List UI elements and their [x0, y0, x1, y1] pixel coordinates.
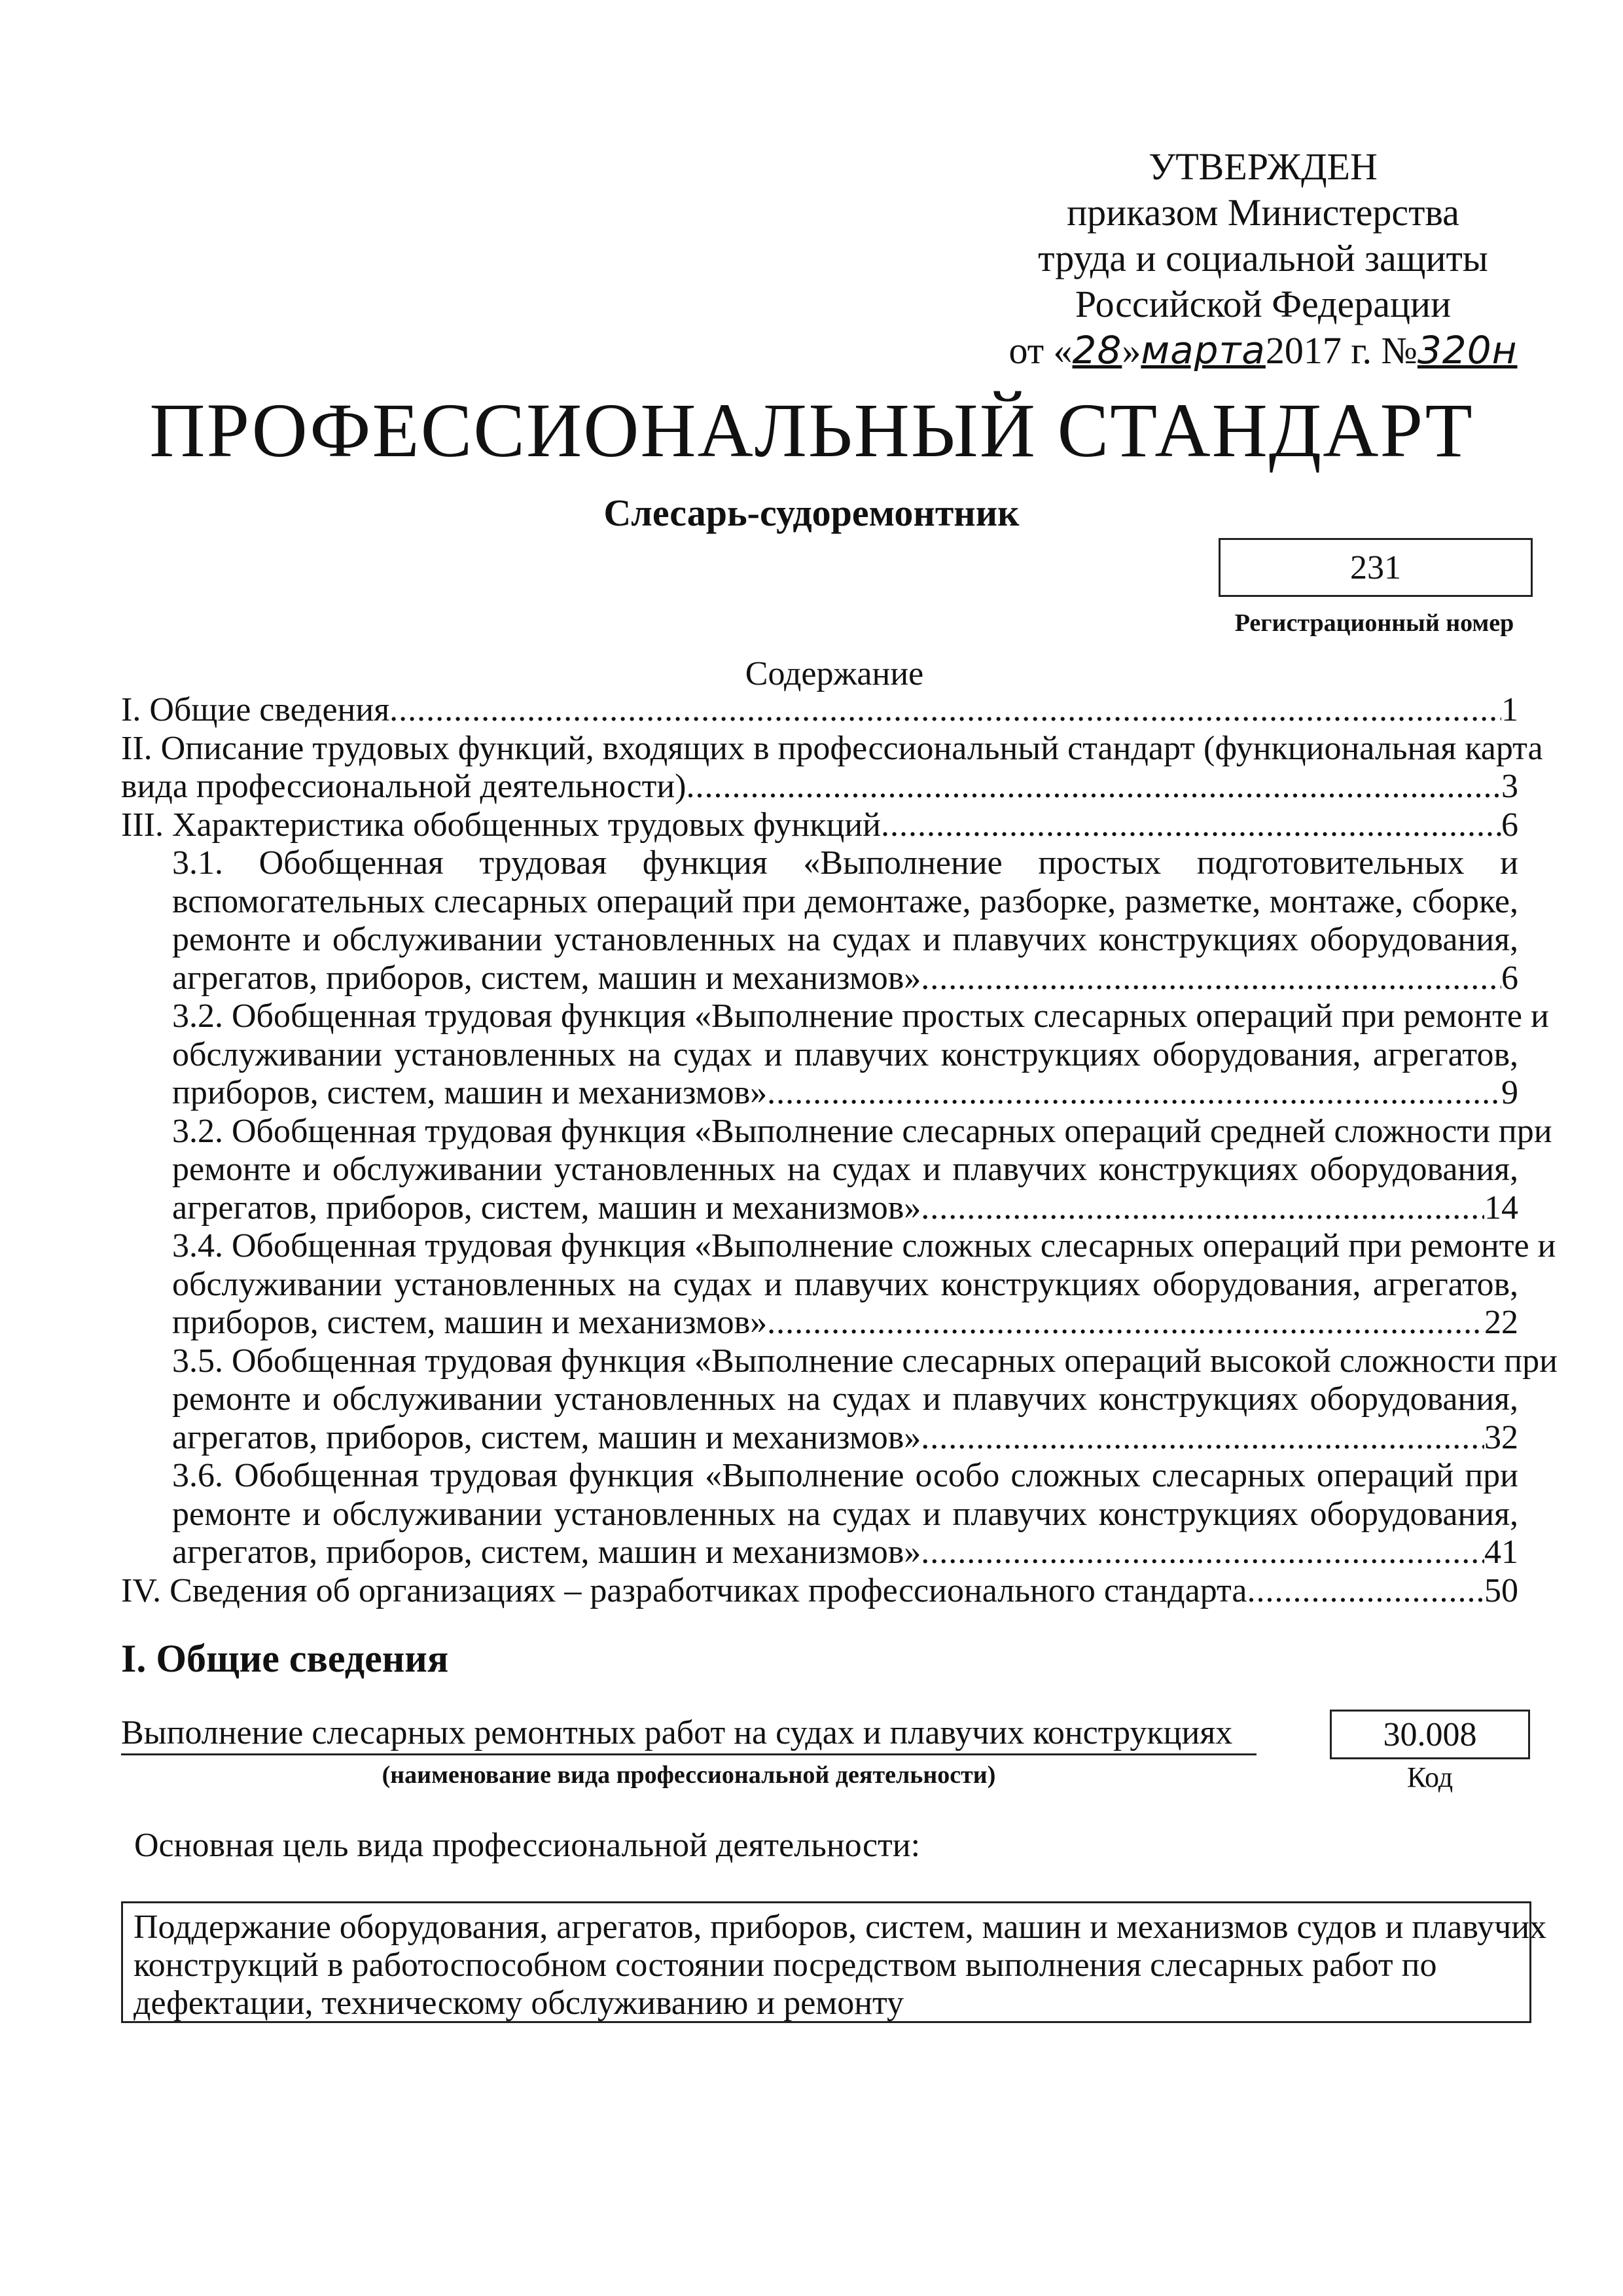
- toc-page: 50: [1484, 1571, 1518, 1609]
- toc-line: ремонте и обслуживании установленных на судах и плавучих конструкциях оборудования,: [172, 1151, 1518, 1188]
- toc-line: 3.4. Обобщенная трудовая функция «Выполнение сложных слесарных операций при ремонте и: [172, 1227, 1556, 1265]
- toc-line: ремонте и обслуживании установленных на судах и плавучих конструкциях оборудования,: [172, 921, 1518, 958]
- toc-entry-function-3-1[interactable]: [172, 844, 1518, 997]
- toc-leader: [881, 806, 1501, 845]
- toc-entry-text: агрегатов, приборов, систем, машин и механизмов»: [172, 1418, 921, 1456]
- date-year: 2017 г. №: [1265, 329, 1418, 372]
- toc-last-line: [172, 1419, 1518, 1458]
- approval-federation-line: Российской Федерации: [1075, 283, 1452, 325]
- toc-entry-section-4[interactable]: [121, 1572, 1518, 1611]
- toc-entry-text: I. Общие сведения: [121, 691, 390, 728]
- toc-last-line: [172, 1074, 1518, 1113]
- toc-line: вспомогательных слесарных операций при демонтаже, разборке, разметке, монтаже, сборке,: [172, 882, 1518, 920]
- activity-code: 30.008: [1383, 1715, 1477, 1753]
- toc-entry-section-3[interactable]: [121, 806, 1518, 845]
- toc-entry-text: III. Характеристика обобщенных трудовых функций: [121, 806, 882, 844]
- toc-line: 3.2. Обобщенная трудовая функция «Выполнение простых слесарных операций при ремонте и: [172, 997, 1549, 1035]
- toc-page: 41: [1484, 1534, 1518, 1571]
- toc-entry-text: агрегатов, приборов, систем, машин и механизмов»: [172, 959, 921, 997]
- toc-leader: [767, 1074, 1501, 1113]
- table-of-contents: [121, 691, 1558, 1610]
- toc-page: 1: [1501, 691, 1518, 728]
- toc-entry-text: агрегатов, приборов, систем, машин и механизмов»: [172, 1534, 921, 1571]
- approval-order-line: приказом Министерства: [1067, 191, 1459, 234]
- toc-line: ремонте и обслуживании установленных на судах и плавучих конструкциях оборудования,: [172, 1380, 1518, 1418]
- toc-page: 6: [1501, 806, 1518, 844]
- toc-entry-section-2[interactable]: [121, 768, 1518, 806]
- toc-page: 32: [1484, 1418, 1518, 1456]
- toc-entry-function-3-5[interactable]: [172, 1342, 1558, 1458]
- toc-entry-function-3-6[interactable]: [172, 1457, 1518, 1572]
- registration-number: 231: [1350, 548, 1401, 586]
- toc-entry-function-3-2[interactable]: [172, 997, 1549, 1113]
- toc-entry-text: приборов, систем, машин и механизмов»: [172, 1304, 768, 1341]
- goal-box: [121, 1901, 1547, 2023]
- date-day: 28: [1072, 328, 1122, 372]
- goal-line: конструкций в работоспособном состоянии посредством выполнения слесарных работ по: [134, 1946, 1437, 1984]
- approval-title: УТВЕРЖДЕН: [1149, 145, 1378, 188]
- toc-entry-function-3-3[interactable]: [172, 1112, 1552, 1228]
- toc-entry-function-3-4[interactable]: [172, 1227, 1556, 1342]
- toc-leader: [921, 1534, 1484, 1572]
- goal-line: Поддержание оборудования, агрегатов, приборов, систем, машин и механизмов судов и плавучих: [134, 1909, 1547, 1946]
- toc-last-line: [172, 960, 1518, 998]
- toc-leader: [767, 1304, 1484, 1342]
- approval-ministry-line: труда и социальной защиты: [1038, 237, 1488, 279]
- approval-date-line: [969, 327, 1558, 374]
- goal-label: Основная цель вида профессиональной деятельности:: [134, 1827, 921, 1864]
- activity-code-label: Код: [1406, 1761, 1454, 1793]
- toc-line: обслуживании установленных на судах и плавучих конструкциях оборудования, агрегатов,: [172, 1035, 1518, 1073]
- toc-entry-text: агрегатов, приборов, систем, машин и механизмов»: [172, 1189, 921, 1227]
- toc-line: 3.5. Обобщенная трудовая функция «Выполнение слесарных операций высокой сложности при: [172, 1342, 1558, 1380]
- toc-line: 3.1. Обобщенная трудовая функция «Выполнение простых подготовительных и: [172, 844, 1518, 882]
- toc-heading: Содержание: [745, 655, 924, 692]
- activity-caption: (наименование вида профессиональной деятельности): [382, 1761, 996, 1789]
- toc-line: ремонте и обслуживании установленных на судах и плавучих конструкциях оборудования,: [172, 1495, 1518, 1533]
- toc-page: 3: [1501, 768, 1518, 805]
- toc-entry-text: IV. Сведения об организациях – разработчиках профессионального стандарта: [121, 1571, 1247, 1609]
- toc-last-line: [172, 1189, 1518, 1228]
- toc-leader: [1247, 1572, 1484, 1611]
- goal-line: дефектации, техническому обслуживанию и ремонту: [134, 1984, 904, 2022]
- toc-last-line: [172, 1304, 1518, 1342]
- date-month: марта: [1141, 328, 1266, 372]
- date-mid: »: [1122, 329, 1141, 372]
- registration-number-box: [1219, 538, 1533, 597]
- approval-block: [969, 144, 1558, 374]
- toc-leader: [921, 960, 1501, 998]
- section-1-heading: I. Общие сведения: [121, 1637, 449, 1680]
- toc-leader: [921, 1419, 1484, 1458]
- toc-entry-section-1[interactable]: [121, 691, 1518, 730]
- activity-code-box: [1330, 1710, 1530, 1759]
- toc-leader: [686, 768, 1501, 806]
- registration-label: Регистрационный номер: [1234, 609, 1514, 637]
- toc-page: 6: [1501, 959, 1518, 997]
- toc-page: 9: [1501, 1074, 1518, 1111]
- date-prefix: от «: [1008, 329, 1073, 372]
- toc-line: обслуживании установленных на судах и плавучих конструкциях оборудования, агрегатов,: [172, 1265, 1518, 1303]
- toc-entry-text: приборов, систем, машин и механизмов»: [172, 1074, 768, 1111]
- toc-leader: [921, 1189, 1484, 1228]
- order-number: 320н: [1417, 328, 1518, 372]
- toc-page: 14: [1484, 1189, 1518, 1227]
- toc-line: 3.2. Обобщенная трудовая функция «Выполнение слесарных операций средней сложности при: [172, 1112, 1552, 1150]
- toc-last-line: [172, 1534, 1518, 1572]
- toc-entry-section-2-line1[interactable]: II. Описание трудовых функций, входящих в профессиональный стандарт (функциональная карта: [121, 729, 1543, 767]
- toc-leader: [389, 691, 1501, 730]
- activity-name: Выполнение слесарных ремонтных работ на судах и плавучих конструкциях: [121, 1713, 1257, 1755]
- document-subtitle: Слесарь-судоремонтник: [603, 492, 1020, 534]
- toc-line: 3.6. Обобщенная трудовая функция «Выполнение особо сложных слесарных операций при: [172, 1457, 1518, 1494]
- document-title: ПРОФЕССИОНАЛЬНЫЙ СТАНДАРТ: [149, 387, 1474, 473]
- toc-entry-text: вида профессиональной деятельности): [121, 768, 687, 805]
- toc-page: 22: [1484, 1304, 1518, 1341]
